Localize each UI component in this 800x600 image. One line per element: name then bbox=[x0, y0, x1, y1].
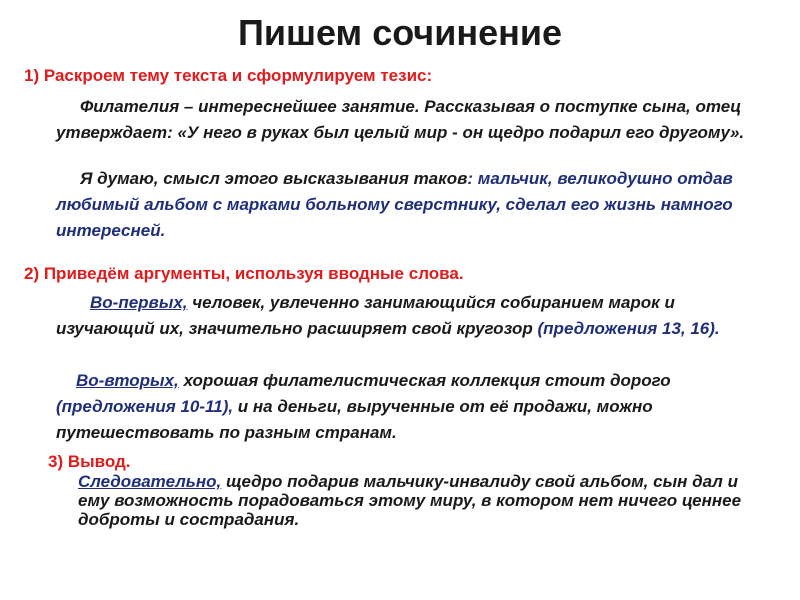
conclusion-intro: Следовательно, bbox=[78, 472, 222, 491]
argument-1-intro: Во-первых, bbox=[90, 293, 188, 312]
section-1-paragraph-2 bbox=[56, 166, 776, 244]
thesis-lead: Я думаю, смысл этого высказывания таков bbox=[80, 169, 468, 188]
section-1-heading: 1) Раскроем тему текста и сформулируем тезис: bbox=[24, 66, 433, 85]
argument-1-paragraph bbox=[56, 290, 776, 342]
argument-2-intro: Во-вторых, bbox=[76, 371, 179, 390]
argument-2-text: хорошая филателистическая коллекция стоит дорого bbox=[178, 371, 671, 390]
thesis-colon: : bbox=[467, 169, 474, 188]
conclusion-text: щедро подарив мальчику-инвалиду свой альбом, сын дал и ему возможность порадоваться этому миру, в котором нет ничего ценнее доброты и сострадания. bbox=[78, 472, 742, 529]
section-2-heading: 2) Приведём аргументы, используя вводные слова. bbox=[24, 264, 464, 283]
page-title: Пишем сочинение bbox=[238, 12, 562, 53]
conclusion-paragraph bbox=[78, 472, 768, 529]
argument-2-tail: и на деньги, вырученные от её продажи, можно путешествовать по разным странам. bbox=[56, 397, 653, 442]
argument-2-paragraph bbox=[56, 368, 776, 446]
argument-1-reference: (предложения 13, 16). bbox=[537, 319, 720, 338]
section-3-heading: 3) Вывод. bbox=[48, 452, 131, 471]
argument-1-text: человек, увлеченно занимающийся собиранием марок и изучающий их, значительно расширяет свой кругозор bbox=[56, 293, 675, 338]
section-1-paragraph-1: Филателия – интереснейшее занятие. Рассказывая о поступке сына, отец утверждает: «У него в руках был целый мир - он щедро подарил его другому». bbox=[56, 97, 745, 142]
argument-2-reference: (предложения 10-11), bbox=[56, 397, 234, 416]
thesis-statement: мальчик, великодушно отдав любимый альбом с марками больному сверстнику, сделал его жизнь намного интересней. bbox=[56, 169, 733, 240]
